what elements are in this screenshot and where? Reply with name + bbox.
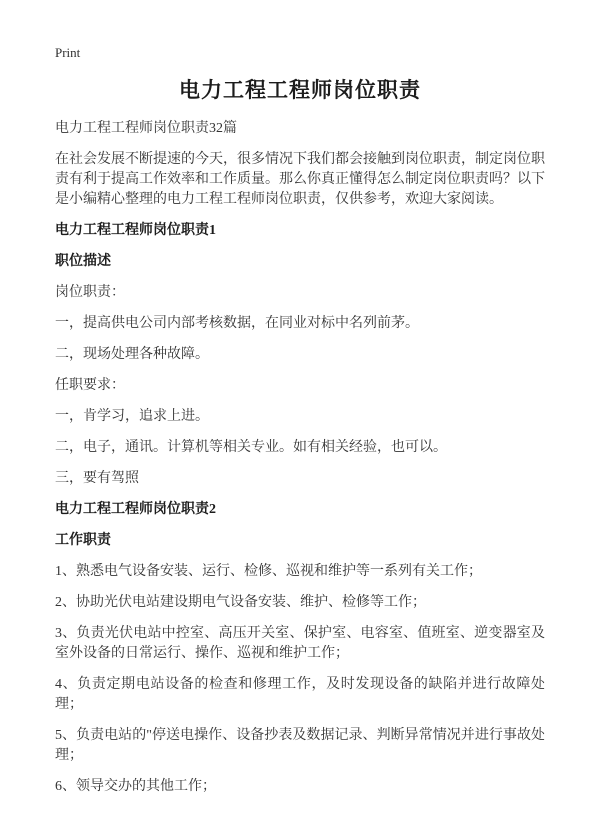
paragraph: 二，电子，通讯。计算机等相关专业。如有相关经验，也可以。 [55, 440, 447, 455]
print-link[interactable]: Print [55, 45, 81, 60]
section-heading: 电力工程工程师岗位职责1 [55, 223, 216, 238]
paragraph: 2、协助光伏电站建设期电气设备安装、维护、检修等工作； [55, 595, 426, 610]
paragraph: 在社会发展不断提速的今天，很多情况下我们都会接触到岗位职责，制定岗位职责有利于提高工作效率和工作质量。那么你真正懂得怎么制定岗位职责吗？以下是小编精心整理的电力工程工程师岗位职责，仅供参考，欢迎大家阅读。 [55, 152, 545, 207]
paragraph: 一，提高供电公司内部考核数据，在同业对标中名列前茅。 [55, 316, 419, 331]
paragraph: 三，要有驾照 [55, 471, 139, 486]
paragraph: 岗位职责： [55, 285, 125, 300]
section-heading: 工作职责 [55, 533, 111, 548]
paragraph: 任职要求： [55, 378, 125, 393]
article-subtitle: 电力工程工程师岗位职责32篇 [55, 121, 237, 136]
section-heading: 职位描述 [55, 254, 111, 269]
page-title: 电力工程工程师岗位职责 [179, 78, 421, 102]
article-body [55, 150, 545, 797]
paragraph: 6、领导交办的其他工作； [55, 779, 216, 794]
paragraph: 一，肯学习，追求上进。 [55, 409, 209, 424]
section-heading: 电力工程工程师岗位职责2 [55, 502, 216, 517]
paragraph: 二，现场处理各种故障。 [55, 347, 209, 362]
paragraph: 4、负责定期电站设备的检查和修理工作，及时发现设备的缺陷并进行故障处理； [55, 677, 545, 712]
paragraph: 3、负责光伏电站中控室、高压开关室、保护室、电容室、值班室、逆变器室及室外设备的日常运行、操作、巡视和维护工作； [55, 626, 545, 661]
paragraph: 1、熟悉电气设备安装、运行、检修、巡视和维护等一系列有关工作； [55, 564, 482, 579]
paragraph: 5、负责电站的"停送电操作、设备抄表及数据记录、判断异常情况并进行事故处理； [55, 728, 545, 763]
